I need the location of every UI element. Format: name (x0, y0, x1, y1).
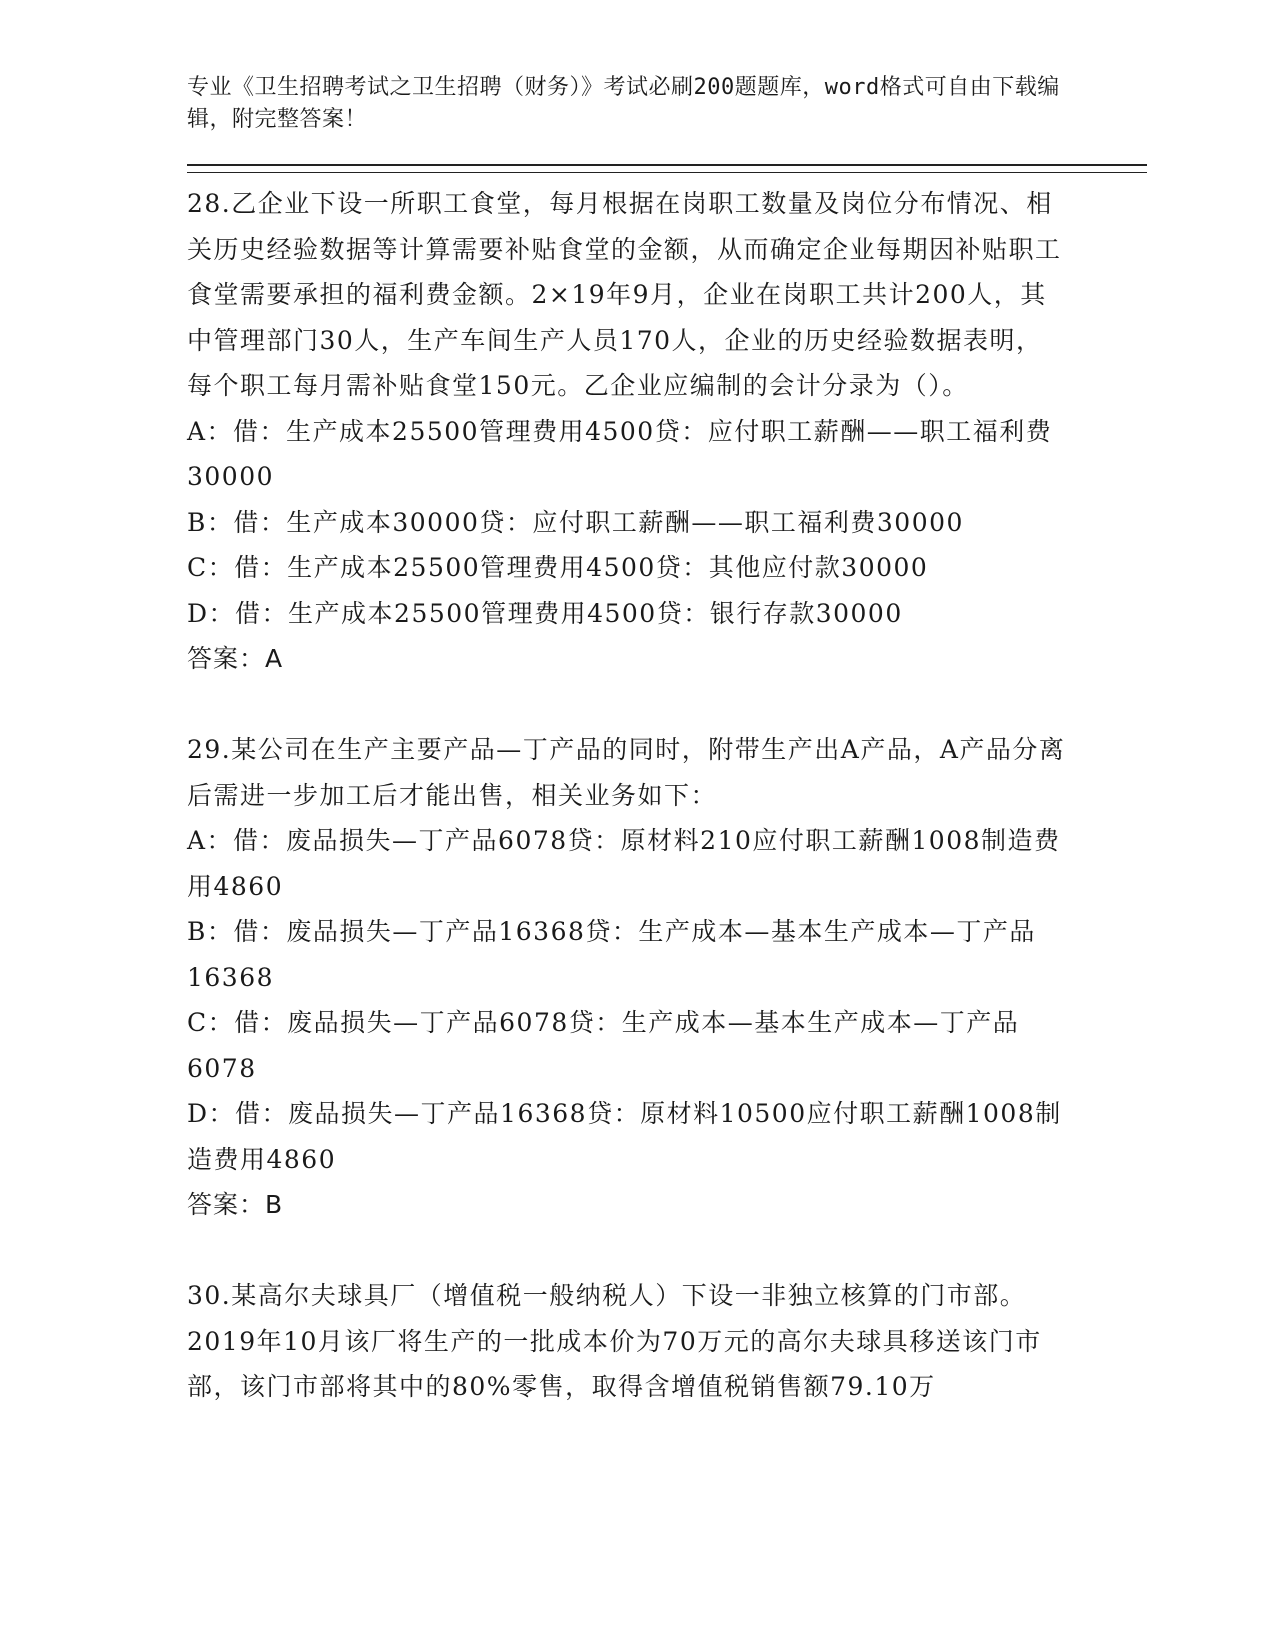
answer-line: 答案：A (187, 644, 284, 673)
option-c: C：借：生产成本25500管理费用4500贷：其他应付款30000 (187, 553, 929, 582)
answer-line: 答案：B (187, 1190, 284, 1219)
question-30 (187, 1273, 1067, 1410)
question-stem: 28.乙企业下设一所职工食堂，每月根据在岗职工数量及岗位分布情况、相关历史经验数据等计算需要补贴食堂的金额，从而确定企业每期因补贴职工食堂需要承担的福利费金额。2×19年9月，企业在岗职工共计200人，其中管理部门30人，生产车间生产人员170人，企业的历史经验数据表明，每个职工每月需补贴食堂150元。乙企业应编制的会计分录为（）。 (187, 189, 1062, 400)
question-stem: 30.某高尔夫球具厂（增值税一般纳税人）下设一非独立核算的门市部。2019年10月该厂将生产的一批成本价为70万元的高尔夫球具移送该门市部，该门市部将其中的80%零售，取得含增值税销售额79.10万 (187, 1281, 1042, 1401)
document-header: 专业《卫生招聘考试之卫生招聘（财务）》考试必刷200题题库，word格式可自由下载编辑，附完整答案！ (187, 75, 1060, 132)
question-spacer (187, 1228, 1067, 1274)
question-28 (187, 181, 1067, 682)
question-29 (187, 727, 1067, 1228)
header-divider (187, 164, 1147, 173)
option-c: C：借：废品损失—丁产品6078贷：生产成本—基本生产成本—丁产品6078 (187, 1008, 1020, 1083)
question-stem: 29.某公司在生产主要产品—丁产品的同时，附带生产出A产品，A产品分离后需进一步加工后才能出售，相关业务如下： (187, 735, 1066, 810)
document-page (187, 72, 1147, 1410)
option-d: D：借：废品损失—丁产品16368贷：原材料10500应付职工薪酬1008制造费用4860 (187, 1099, 1062, 1174)
question-list (187, 181, 1067, 1410)
option-a: A：借：废品损失—丁产品6078贷：原材料210应付职工薪酬1008制造费用4860 (187, 826, 1061, 901)
option-b: B：借：废品损失—丁产品16368贷：生产成本—基本生产成本—丁产品16368 (187, 917, 1036, 992)
option-d: D：借：生产成本25500管理费用4500贷：银行存款30000 (187, 598, 903, 628)
option-a: A：借：生产成本25500管理费用4500贷：应付职工薪酬——职工福利费30000 (187, 416, 1053, 491)
option-b: B：借：生产成本30000贷：应付职工薪酬——职工福利费30000 (187, 507, 964, 537)
question-spacer (187, 682, 1067, 728)
